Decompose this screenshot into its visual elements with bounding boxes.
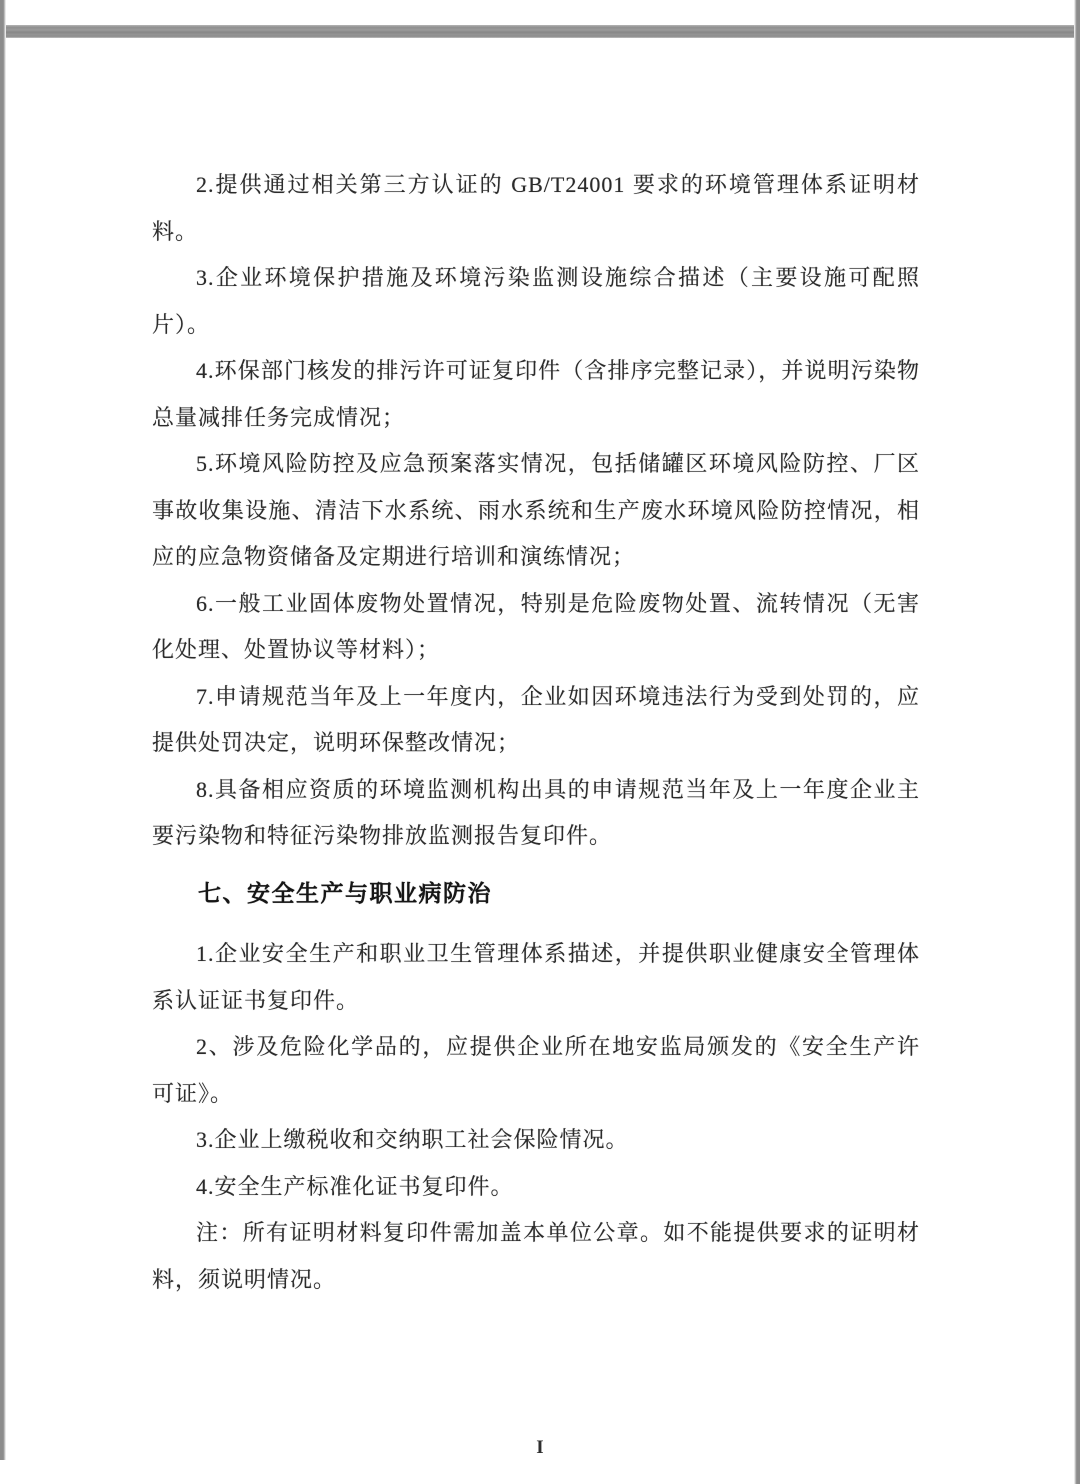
paragraph: 5.环境风险防控及应急预案落实情况，包括储罐区环境风险防控、厂区事故收集设施、清洁下水系统、雨水系统和生产废水环境风险防控情况，相应的应急物资储备及定期进行培训和演练情况； [152, 451, 920, 569]
page-separator-bar [0, 25, 1080, 38]
previous-page-bottom-strip [0, 0, 1080, 25]
page-left-edge-line [0, 0, 6, 1460]
paragraph: 4.环保部门核发的排污许可证复印件（含排序完整记录），并说明污染物总量减排任务完成情况； [152, 358, 920, 430]
document-page [152, 162, 920, 1303]
paragraph: 2、涉及危险化学品的，应提供企业所在地安监局颁发的《安全生产许可证》。 [152, 1034, 920, 1106]
paragraph: 3.企业环境保护措施及环境污染监测设施综合描述（主要设施可配照片）。 [152, 265, 920, 337]
paragraph: 1.企业安全生产和职业卫生管理体系描述，并提供职业健康安全管理体系认证证书复印件。 [152, 941, 920, 1013]
paragraph: 6.一般工业固体废物处置情况，特别是危险废物处置、流转情况（无害化处理、处置协议等材料）； [152, 590, 920, 662]
paragraph: 2.提供通过相关第三方认证的 GB/T24001 要求的环境管理体系证明材料。 [152, 172, 920, 244]
paragraph: 8.具备相应资质的环境监测机构出具的申请规范当年及上一年度企业主要污染物和特征污染物排放监测报告复印件。 [152, 776, 920, 848]
section-heading: 七、安全生产与职业病防治 [198, 880, 492, 906]
paragraph: 4.安全生产标准化证书复印件。 [196, 1173, 514, 1199]
page-number: I [536, 1437, 544, 1458]
paragraph: 7.申请规范当年及上一年度内，企业如因环境违法行为受到处罚的，应提供处罚决定，说明环保整改情况； [152, 683, 920, 755]
note-paragraph: 注：所有证明材料复印件需加盖本单位公章。如不能提供要求的证明材料，须说明情况。 [152, 1220, 920, 1292]
paragraph: 3.企业上缴税收和交纳职工社会保险情况。 [196, 1127, 629, 1152]
page-right-edge-line [1074, 0, 1080, 1484]
